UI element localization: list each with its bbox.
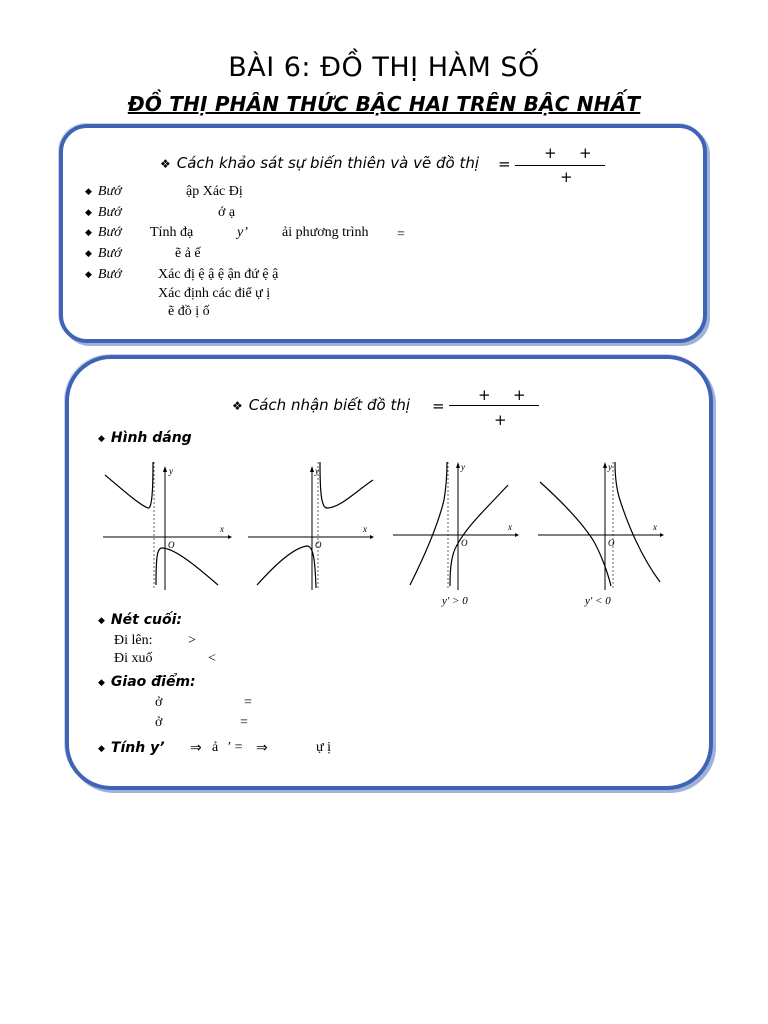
bullet-icon: ◆ <box>98 678 105 688</box>
bullet-icon: ◆ <box>85 186 92 196</box>
bullet-icon: ◆ <box>98 616 105 626</box>
box1-num-plus-1: + <box>544 144 557 162</box>
up-label: Đi lên: <box>114 633 153 648</box>
derivative-text-b: ′ = <box>228 740 243 755</box>
box1-heading-text: Cách khảo sát sự biến thiên và vẽ đồ thị <box>176 154 480 172</box>
derivative-section <box>98 740 165 756</box>
y-label: y <box>315 466 319 476</box>
intersection-2-a: ở <box>155 715 163 730</box>
shape-label: Hình dáng <box>110 430 192 446</box>
intersection-2-b: = <box>240 715 248 730</box>
graph-3 <box>390 460 525 610</box>
y-label: y <box>169 466 173 476</box>
step-label: Bướ <box>97 267 122 282</box>
x-label: x <box>220 524 224 534</box>
step-1-text: ập Xác Đị <box>186 184 243 199</box>
x-label: x <box>363 524 367 534</box>
shape-section <box>98 430 192 446</box>
step-2-text: ớ ạ <box>218 205 236 220</box>
bullet-icon: ◆ <box>85 207 92 217</box>
origin-label: O <box>461 538 468 548</box>
bullet-icon: ◆ <box>98 744 105 754</box>
bullet-icon: ◆ <box>85 227 92 237</box>
intersection-1-b: = <box>244 695 252 710</box>
origin-label: O <box>168 540 175 550</box>
box2-fraction-bar <box>449 405 539 406</box>
diamond-bullet-icon: ❖ <box>160 157 171 171</box>
down-label: Đi xuố <box>114 651 153 666</box>
box2-num-plus-1: + <box>478 386 491 404</box>
graph-4 <box>535 460 670 610</box>
y-label: y <box>608 462 612 472</box>
box1-num-plus-2: + <box>579 144 592 162</box>
graph-4-caption: y′ < 0 <box>585 595 611 607</box>
graph-2 <box>245 460 380 600</box>
upper-branch <box>320 462 373 508</box>
box2-equals: = <box>432 397 445 415</box>
endings-section <box>98 612 182 628</box>
step-3-equals: = <box>397 227 405 242</box>
page-title: BÀI 6: ĐỒ THỊ HÀM SỐ <box>228 52 540 83</box>
intersection-1-a: ở <box>155 695 163 710</box>
box1-fraction-bar <box>515 165 605 166</box>
box1-heading <box>160 154 479 172</box>
x-axis-arrow-icon <box>660 533 664 537</box>
page-subtitle: ĐỒ THỊ PHÂN THỨC BẬC HAI TRÊN BẬC NHẤT <box>127 92 641 116</box>
step-3-derivative: y’ <box>237 225 248 240</box>
step-5-line2: Xác định các điể ự ị <box>158 286 271 301</box>
derivative-text-a: ả <box>212 740 219 755</box>
y-axis-arrow-icon <box>456 462 460 468</box>
x-axis-arrow-icon <box>228 535 232 539</box>
step-label: Bướ <box>97 184 122 199</box>
step-3-text-c: ải phương trình <box>282 225 369 240</box>
graph-1 <box>100 460 235 600</box>
derivative-text-c: ự ị <box>316 740 331 755</box>
left-branch <box>540 482 611 586</box>
step-5-text: Xác đị ệ ậ ệ ận đứ ệ ậ <box>158 267 279 282</box>
x-axis-arrow-icon <box>515 533 519 537</box>
x-label: x <box>653 522 657 532</box>
diamond-bullet-icon: ❖ <box>232 399 243 413</box>
intersection-section <box>98 674 196 690</box>
step-4 <box>85 246 122 262</box>
y-label: y <box>461 462 465 472</box>
x-axis-arrow-icon <box>370 535 374 539</box>
intersection-label: Giao điểm: <box>110 674 196 690</box>
endings-label: Nét cuối: <box>110 612 182 628</box>
y-axis-arrow-icon <box>163 466 167 472</box>
step-4-text: ẽ ả ế <box>175 246 201 261</box>
box2-heading-text: Cách nhận biết đồ thị <box>248 396 411 414</box>
step-3 <box>85 225 122 241</box>
upper-branch <box>105 462 153 508</box>
box2-heading <box>232 396 410 414</box>
origin-label: O <box>315 540 322 550</box>
bullet-icon: ◆ <box>85 269 92 279</box>
box2-den-plus: + <box>494 411 507 429</box>
x-label: x <box>508 522 512 532</box>
bullet-icon: ◆ <box>85 248 92 258</box>
step-5-line3: ẽ đồ ị ố <box>168 304 210 319</box>
y-axis-arrow-icon <box>310 466 314 472</box>
box2-num-plus-2: + <box>513 386 526 404</box>
step-2 <box>85 205 122 221</box>
step-3-text-a: Tính đạ <box>150 225 194 240</box>
down-sign: < <box>208 651 216 666</box>
left-branch <box>410 462 447 585</box>
step-5 <box>85 267 122 283</box>
step-label: Bướ <box>97 246 122 261</box>
step-1 <box>85 184 122 200</box>
implies-arrow-icon: ⇒ <box>256 741 268 756</box>
implies-arrow-icon: ⇒ <box>190 741 202 756</box>
box1-den-plus: + <box>560 168 573 186</box>
box1-equals: = <box>498 155 511 173</box>
y-axis-arrow-icon <box>603 462 607 468</box>
up-sign: > <box>188 633 196 648</box>
bullet-icon: ◆ <box>98 434 105 444</box>
lower-branch <box>257 546 316 588</box>
origin-label: O <box>608 538 615 548</box>
derivative-label: Tính y’ <box>110 740 165 756</box>
step-label: Bướ <box>97 225 122 240</box>
step-label: Bướ <box>97 205 122 220</box>
graph-3-caption: y′ > 0 <box>442 595 468 607</box>
